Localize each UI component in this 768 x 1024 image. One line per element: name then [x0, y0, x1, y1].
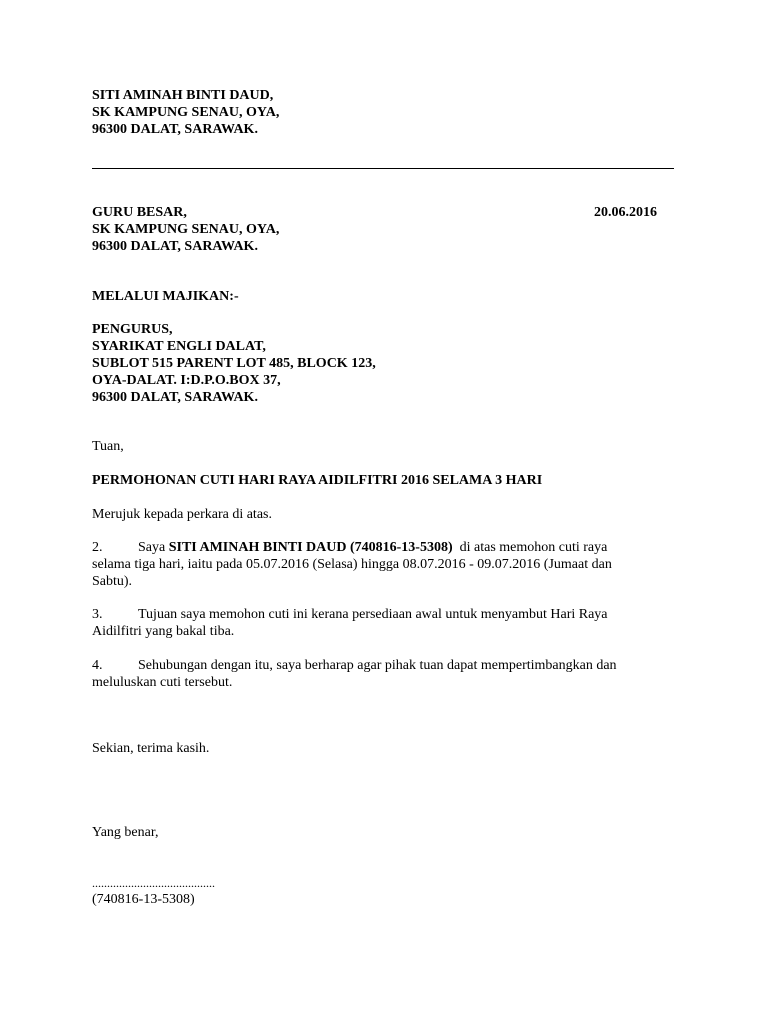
via-label-text: MELALUI MAJIKAN:-: [92, 289, 239, 304]
via-label: [92, 288, 677, 305]
recipient-address-block: [92, 204, 677, 255]
paragraph-4-text: Sehubungan dengan itu, saya berharap agar pihak tuan dapat mempertimbangkan dan: [138, 658, 617, 673]
sender-address-line-1: SK KAMPUNG SENAU, OYA,: [92, 105, 280, 120]
paragraph-4-line-2: meluluskan cuti tersebut.: [92, 675, 233, 690]
via-address-line-3: 96300 DALAT, SARAWAK.: [92, 390, 258, 405]
paragraph-4: [92, 657, 672, 691]
signature-id-text: (740816-13-5308): [92, 892, 195, 907]
paragraph-2-lead: Saya: [138, 540, 169, 555]
paragraph-2-rest: di atas memohon cuti raya: [452, 540, 608, 555]
via-company: SYARIKAT ENGLI DALAT,: [92, 339, 266, 354]
recipient-address-line-1: SK KAMPUNG SENAU, OYA,: [92, 222, 280, 237]
sender-name: SITI AMINAH BINTI DAUD,: [92, 88, 274, 103]
paragraph-2-line-1: [92, 539, 672, 556]
sender-address-line-2: 96300 DALAT, SARAWAK.: [92, 122, 258, 137]
paragraph-2-line-2: selama tiga hari, iaitu pada 05.07.2016 (Selasa) hingga 08.07.2016 - 09.07.2016 (Jumaat dan: [92, 557, 612, 572]
closing-text: Sekian, terima kasih.: [92, 741, 210, 756]
paragraph-2: [92, 539, 672, 590]
intro-paragraph: [92, 506, 677, 523]
via-address-line-2: OYA-DALAT. I:D.P.O.BOX 37,: [92, 373, 281, 388]
subject-line: [92, 472, 677, 489]
sign-off-text: Yang benar,: [92, 825, 159, 840]
salutation: [92, 438, 677, 455]
sender-address-block: [92, 87, 677, 138]
via-title: PENGURUS,: [92, 322, 173, 337]
applicant-name-id: SITI AMINAH BINTI DAUD (740816-13-5308): [168, 540, 453, 555]
subject-text: PERMOHONAN CUTI HARI RAYA AIDILFITRI 2016 SELAMA 3 HARI: [92, 473, 543, 488]
letter-date: 20.06.2016: [594, 205, 657, 220]
closing: [92, 740, 677, 757]
via-address-line-1: SUBLOT 515 PARENT LOT 485, BLOCK 123,: [92, 356, 376, 371]
via-address-block: [92, 321, 677, 406]
paragraph-3-line-1: [92, 606, 672, 623]
paragraph-3-number: 3.: [92, 607, 103, 622]
recipient-title: GURU BESAR,: [92, 205, 187, 220]
paragraph-2-number: 2.: [92, 540, 103, 555]
recipient-address-line-2: 96300 DALAT, SARAWAK.: [92, 239, 258, 254]
sign-off: [92, 824, 677, 841]
header-divider: [92, 168, 674, 169]
paragraph-3-text: Tujuan saya memohon cuti ini kerana persediaan awal untuk menyambut Hari Raya: [138, 607, 608, 622]
intro-text: Merujuk kepada perkara di atas.: [92, 507, 272, 522]
paragraph-3-line-2: Aidilfitri yang bakal tiba.: [92, 624, 235, 639]
paragraph-4-line-1: [92, 657, 672, 674]
signature-id: [92, 891, 677, 908]
signature-line: .........................................: [92, 876, 215, 890]
paragraph-3: [92, 606, 672, 640]
salutation-text: Tuan,: [92, 439, 124, 454]
paragraph-2-line-3: Sabtu).: [92, 574, 133, 589]
paragraph-4-number: 4.: [92, 658, 103, 673]
